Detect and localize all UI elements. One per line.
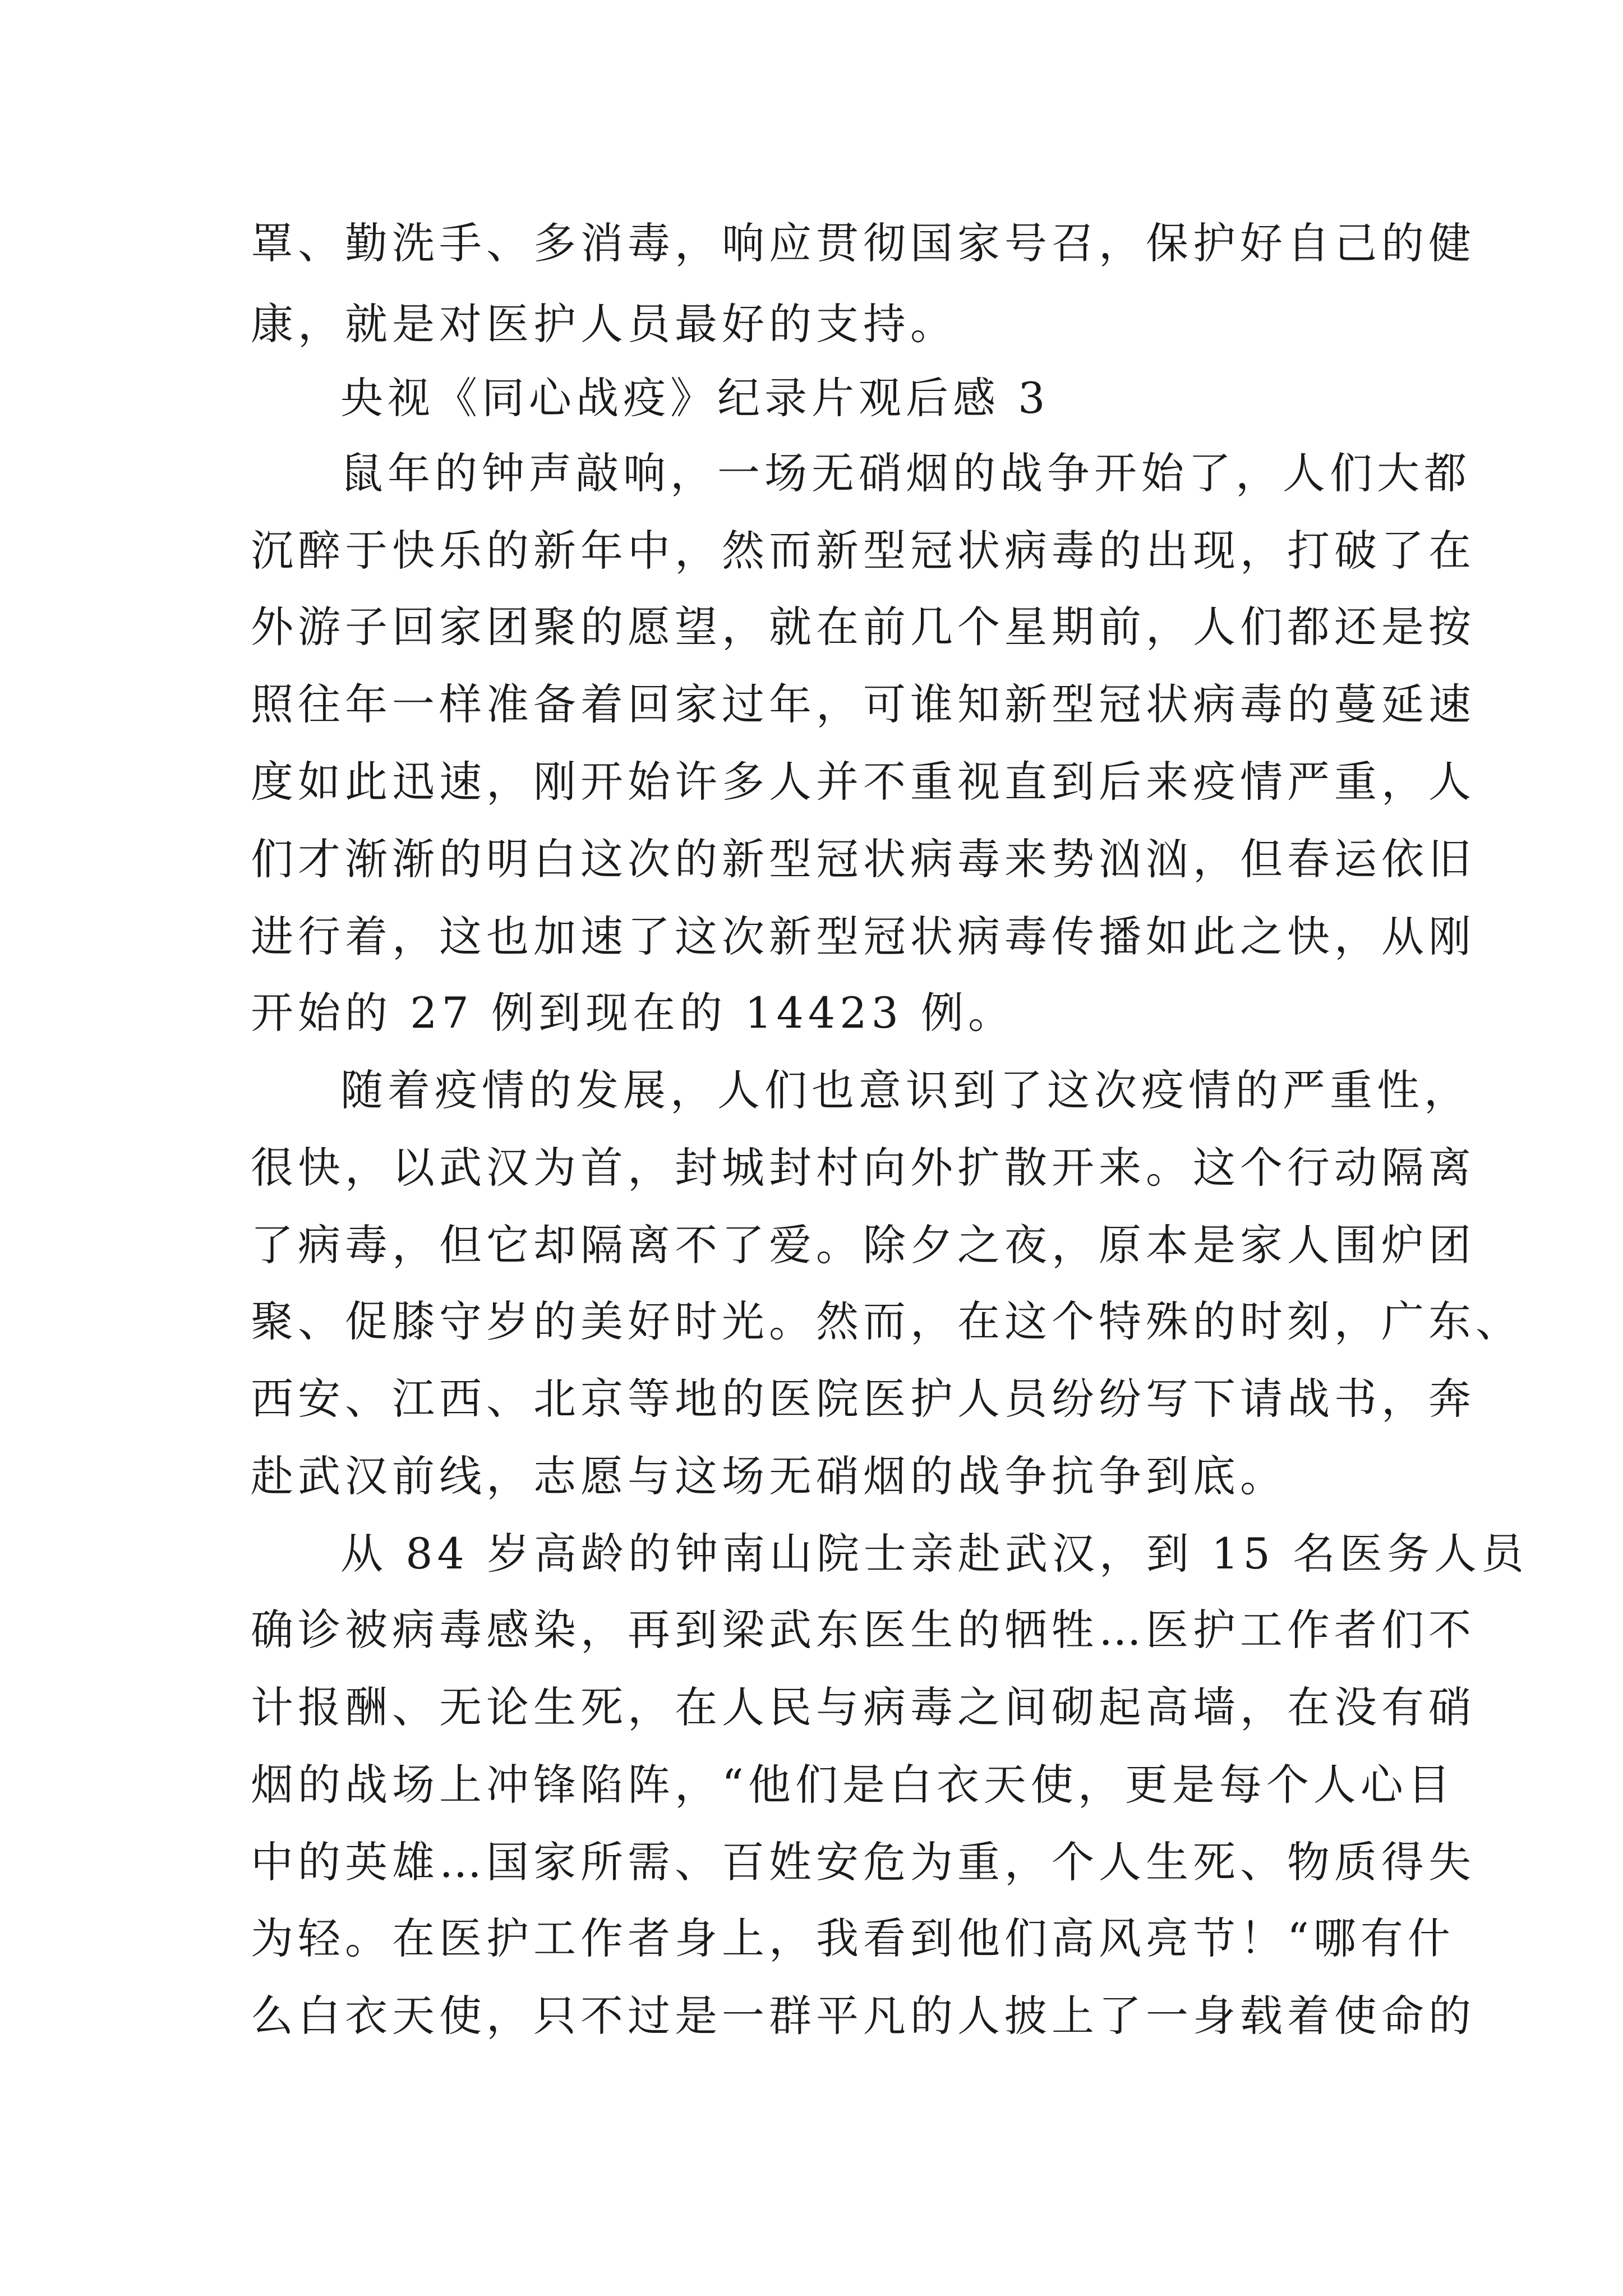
text-line: 烟的战场上冲锋陷阵，“他们是白衣天使，更是每个人心目	[251, 1760, 1455, 1810]
text-line: 从 84 岁高龄的钟南山院士亲赴武汉，到 15 名医务人员	[340, 1529, 1529, 1579]
text-line: 么白衣天使，只不过是一群平凡的人披上了一身载着使命的	[251, 1991, 1476, 2041]
text-line: 中的英雄…国家所需、百姓安危为重，个人生死、物质得失	[251, 1837, 1476, 1887]
text-line: 西安、江西、北京等地的医院医护人员纷纷写下请战书，奔	[251, 1374, 1476, 1424]
text-line: 沉醉于快乐的新年中，然而新型冠状病毒的出现，打破了在	[251, 526, 1476, 576]
text-line: 为轻。在医护工作者身上，我看到他们高风亮节！“哪有什	[251, 1913, 1455, 1963]
text-line: 外游子回家团聚的愿望，就在前几个星期前，人们都还是按	[251, 602, 1476, 652]
text-line: 确诊被病毒感染，再到梁武东医生的牺牲…医护工作者们不	[251, 1605, 1476, 1655]
section-heading: 央视《同心战疫》纪录片观后感 3	[340, 373, 1050, 423]
text-line: 随着疫情的发展，人们也意识到了这次疫情的严重性，	[340, 1065, 1471, 1115]
text-line: 们才渐渐的明白这次的新型冠状病毒来势汹汹，但春运依旧	[251, 834, 1476, 884]
text-line: 度如此迅速，刚开始许多人并不重视直到后来疫情严重，人	[251, 757, 1476, 807]
text-line: 照往年一样准备着回家过年，可谁知新型冠状病毒的蔓延速	[251, 679, 1476, 729]
text-line: 康，就是对医护人员最好的支持。	[251, 299, 957, 349]
text-line: 聚、促膝守岁的美好时光。然而，在这个特殊的时刻，广东、	[251, 1296, 1523, 1346]
text-line: 进行着，这也加速了这次新型冠状病毒传播如此之快，从刚	[251, 912, 1476, 961]
text-line: 了病毒，但它却隔离不了爱。除夕之夜，原本是家人围炉团	[251, 1220, 1476, 1270]
text-line: 开始的 27 例到现在的 14423 例。	[251, 988, 1016, 1038]
text-line: 赴武汉前线，志愿与这场无硝烟的战争抗争到底。	[251, 1451, 1287, 1501]
text-line: 很快，以武汉为首，封城封村向外扩散开来。这个行动隔离	[251, 1143, 1476, 1193]
text-line: 罩、勤洗手、多消毒，响应贯彻国家号召，保护好自己的健	[251, 218, 1476, 268]
text-line: 计报酬、无论生死，在人民与病毒之间砌起高墙，在没有硝	[251, 1682, 1476, 1732]
text-line: 鼠年的钟声敲响，一场无硝烟的战争开始了，人们大都	[340, 448, 1471, 498]
